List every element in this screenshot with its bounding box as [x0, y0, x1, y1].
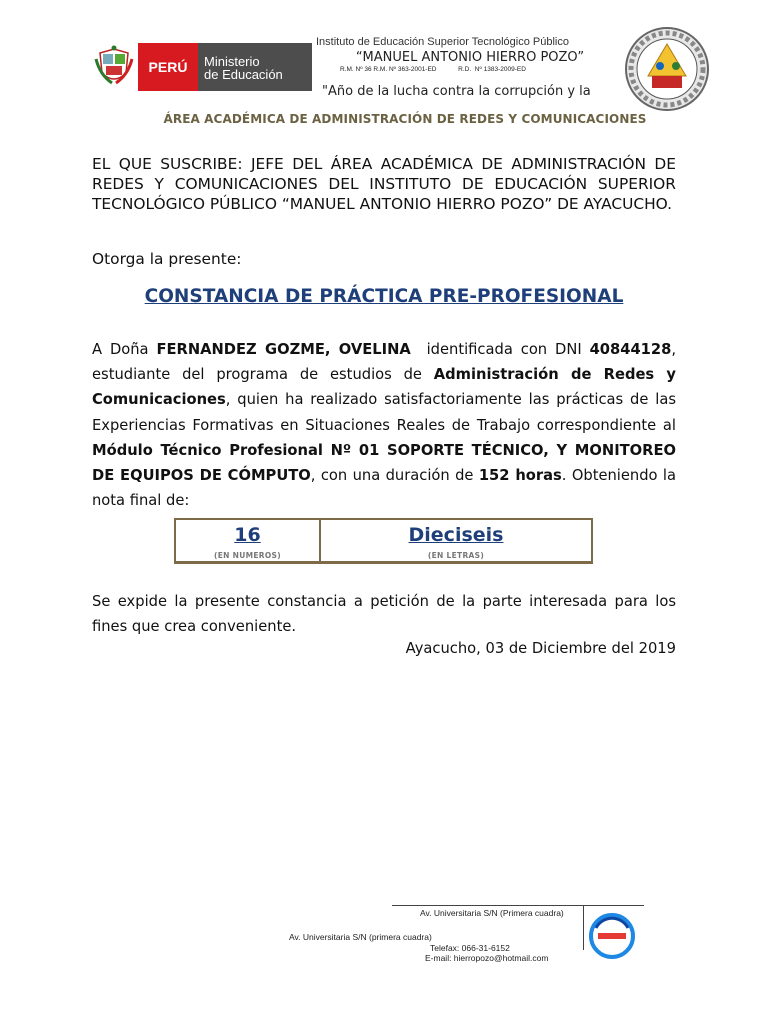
body-text-3: , estudiante del programa de estudios de: [92, 341, 676, 384]
ministry-logo: [90, 43, 312, 91]
grade-words-cell: [321, 520, 591, 561]
education-logo-icon: [588, 912, 636, 960]
student-dni: 40844128: [589, 341, 672, 358]
grade-number: 16: [234, 524, 261, 546]
resolutions-line: R.M. Nº 36 R.M. Nº 363-2001-ED R.D. Nº 1383-2009-ED: [340, 66, 526, 73]
date-line: Ayacucho, 03 de Diciembre del 2019: [405, 640, 676, 657]
peru-label: PERÚ: [138, 43, 198, 91]
body-text-5: , con una duración de: [310, 467, 479, 485]
body-text-2: identificada con DNI: [410, 341, 590, 358]
certificate-body: [92, 337, 676, 513]
body-text-6: . Obteniendo la nota final de:: [92, 467, 677, 510]
module-name: Módulo Técnico Profesional Nº 01 SOPORTE TÉCNICO, Y MONITOREO DE EQUIPOS DE CÓMPUTO: [92, 441, 676, 485]
grade-table: [174, 518, 593, 564]
closing-paragraph: Se expide la presente constancia a petición de la parte interesada para los fines que crea conveniente.: [92, 593, 676, 636]
body-text-1: A Doña: [92, 341, 157, 358]
footer-address-2: Av. Universitaria S/N (primera cuadra): [289, 932, 432, 942]
ministry-name: [198, 43, 312, 91]
document-title-text: CONSTANCIA DE PRÁCTICA PRE-PROFESIONAL: [144, 286, 624, 307]
hours: 152 horas: [478, 467, 562, 485]
year-motto: "Año de la lucha contra la corrupción y la: [322, 84, 591, 99]
intro-paragraph: EL QUE SUSCRIBE: JEFE DEL ÁREA ACADÉMICA DE ADMINISTRACIÓN DE REDES Y COMUNICACIONES DEL INSTITUTO DE EDUCACIÓN SUPERIOR TECNOLÓGICO PÚBLICO “MANUEL ANTONIO HIERRO POZO” DE AYACUCHO.: [92, 155, 676, 213]
grade-number-caption: (EN NUMEROS): [214, 551, 281, 560]
institute-name: “MANUEL ANTONIO HIERRO POZO”: [355, 50, 585, 65]
institute-seal-icon: [624, 26, 710, 112]
footer-email: E-mail: hierropozo@hotmail.com: [425, 953, 549, 963]
institute-type: Instituto de Educación Superior Tecnológico Público: [316, 36, 569, 48]
grade-words: Dieciseis: [408, 524, 504, 546]
grade-number-cell: [176, 520, 321, 561]
ministry-line-1: Ministerio: [204, 54, 260, 69]
footer-vertical-divider: [583, 906, 584, 950]
footer-phone: Telefax: 066-31-6152: [430, 943, 510, 953]
grade-words-caption: (EN LETRAS): [427, 551, 485, 560]
grant-line: Otorga la presente:: [92, 250, 242, 268]
ministry-line-2: de Educación: [204, 67, 283, 82]
footer-address-1: Av. Universitaria S/N (Primera cuadra): [420, 908, 564, 918]
body-text-4: , quien ha realizado satisfactoriamente las prácticas de las Experiencias Formativas en Situaciones Reales de Trabajo correspondiente al: [92, 391, 676, 434]
peru-coat-of-arms-icon: [90, 43, 138, 91]
footer-divider: [392, 905, 644, 906]
document-title: [92, 286, 676, 307]
student-name: FERNANDEZ GOZME, OVELINA: [156, 341, 411, 358]
area-title: ÁREA ACADÉMICA DE ADMINISTRACIÓN DE REDES Y COMUNICACIONES: [163, 112, 647, 126]
program-name: Administración de Redes y Comunicaciones: [92, 366, 676, 409]
